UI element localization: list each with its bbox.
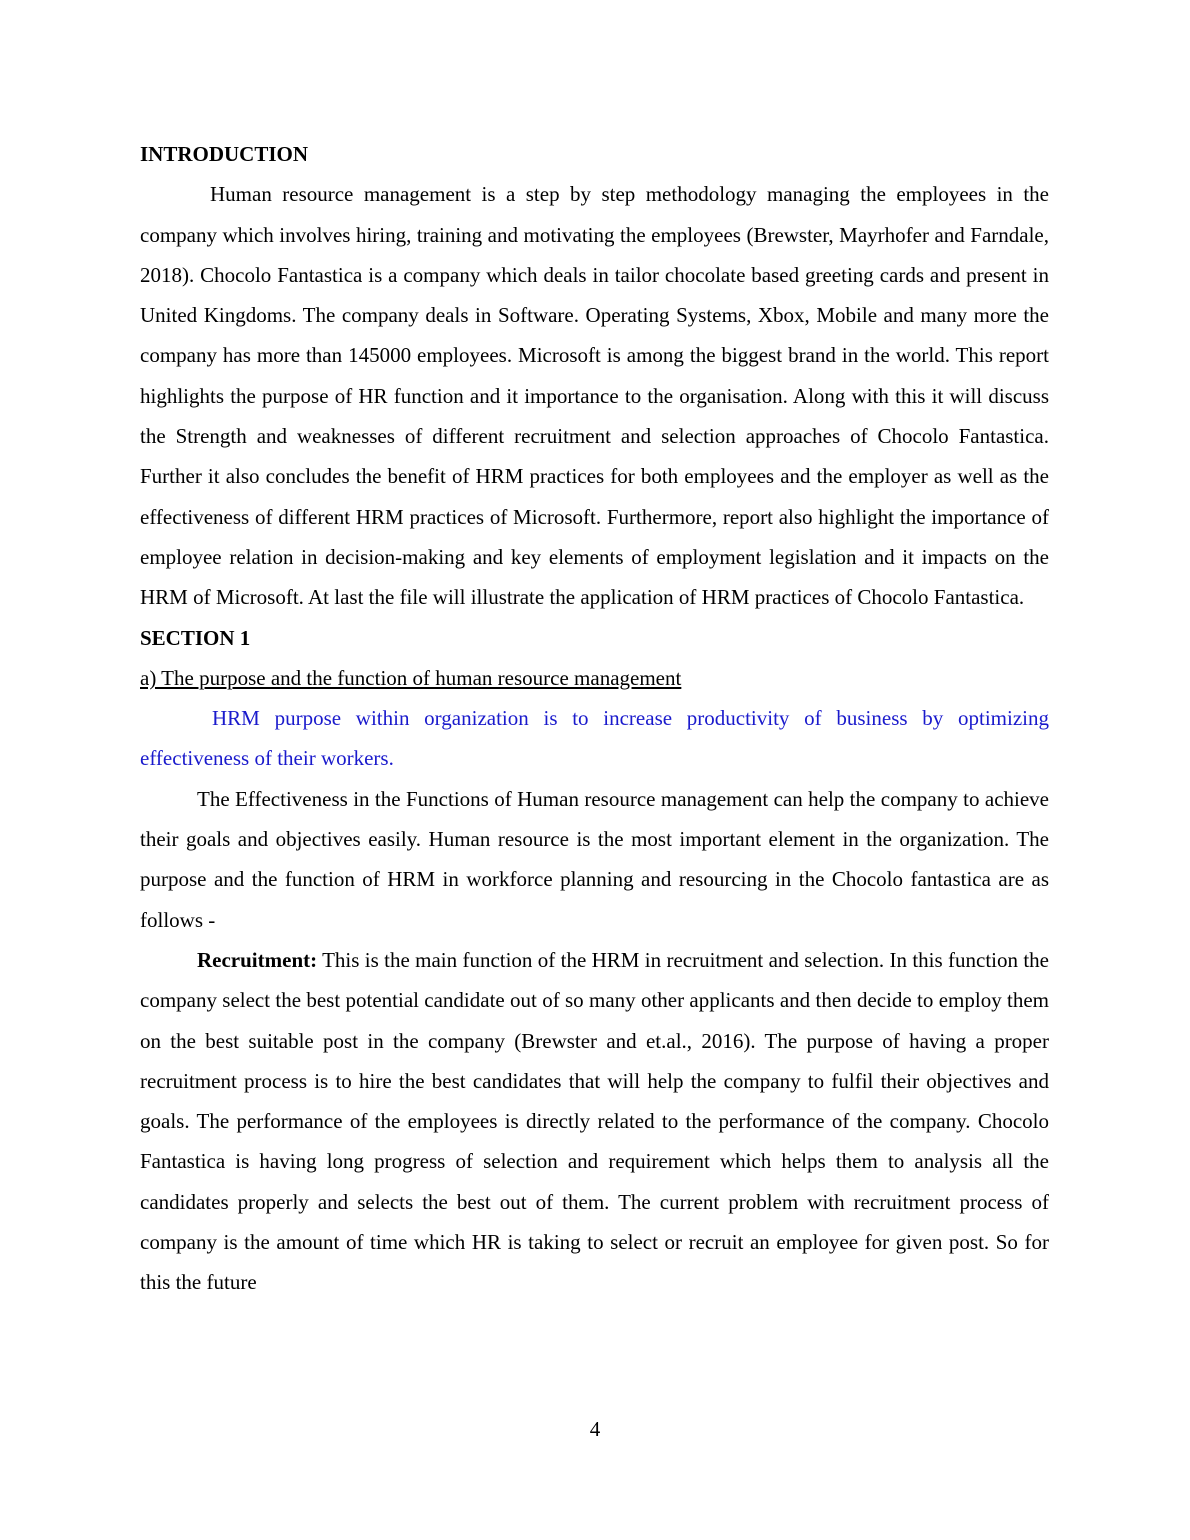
recruitment-label: Recruitment: (197, 947, 318, 972)
page-number: 4 (589, 1417, 601, 1441)
functions-paragraph: The Effectiveness in the Functions of Human resource management can help the company to achieve their goals and objectives easily. Human resource is the most important element in the organization. The purpose and the function of HRM in workforce planning and resourcing in the Chocolo fantastica are as follows - (140, 786, 1049, 932)
section-1-heading: SECTION 1 (140, 625, 251, 650)
subheading-text: a) The purpose and the function of human resource management (140, 665, 682, 690)
introduction-heading: INTRODUCTION (140, 142, 309, 166)
section-1a-subheading (140, 658, 1049, 698)
introduction-paragraph: Human resource management is a step by step methodology managing the employees in the company which involves hiring, training and motivating the employees (Brewster, Mayrhofer and Farndale, 2018). Chocolo Fantastica is a company which deals in tailor chocolate based greeting cards and present in United Kingdoms. The company deals in Software. Operating Systems, Xbox, Mobile and many more the company has more than 145000 employees. Microsoft is among the biggest brand in the world. This report highlights the purpose of HR function and it importance to the organisation. Along with this it will discuss the Strength and weaknesses of different recruitment and selection approaches of Chocolo Fantastica. Further it also concludes the benefit of HRM practices for both employees and the employer as well as the effectiveness of different HRM practices of Microsoft. Furthermore, report also highlight the importance of employee relation in decision-making and key elements of employment legislation and it impacts on the HRM of Microsoft. At last the file will illustrate the application of HRM practices of Chocolo Fantastica. (140, 182, 1049, 610)
recruitment-paragraph (140, 940, 1049, 1303)
recruitment-text: This is the main function of the HRM in recruitment and selection. In this function the company select the best potential candidate out of so many other applicants and then decide to employ them on the best suitable post in the company (Brewster and et.al., 2016). The purpose of having a proper recruitment process is to hire the best candidates that will help the company to fulfil their objectives and goals. The performance of the employees is directly related to the performance of the company. Chocolo Fantastica is having long progress of selection and requirement which helps them to analysis all the candidates properly and selects the best out of them. The current problem with recruitment process of company is the amount of time which HR is taking to select or recruit an employee for given post. So for this the future (140, 947, 1049, 1295)
document-body (140, 134, 1049, 1303)
highlighted-paragraph: HRM purpose within organization is to increase productivity of business by optimizing effectiveness of their workers. (140, 706, 1049, 771)
